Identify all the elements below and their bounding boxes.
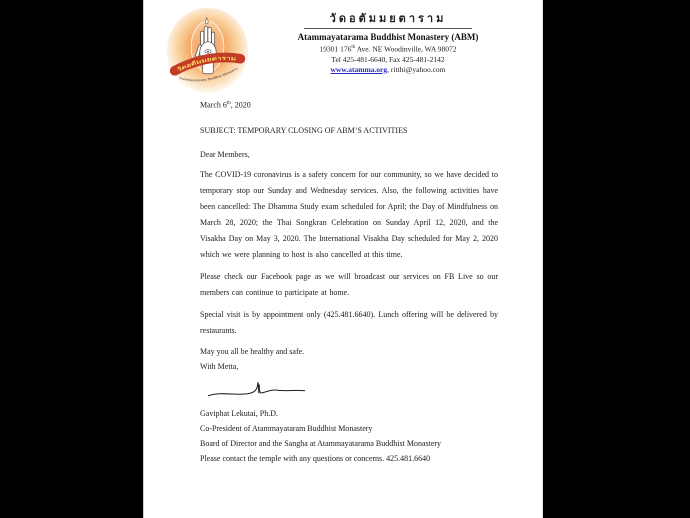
signature-block (200, 406, 498, 466)
website-link[interactable]: www.atamma.org (330, 64, 388, 74)
letterhead (143, 0, 543, 94)
title-divider (304, 28, 472, 29)
contact-links-line (248, 65, 528, 75)
well-wish-line: May you all be healthy and safe. (200, 346, 305, 356)
closing-line: With Metta, (200, 361, 239, 371)
body-paragraph-2: Please check our Facebook page as we will broadcast our services on FB Live so our members can continue to participate at home. (200, 271, 498, 297)
subject-line: SUBJECT: TEMPORARY CLOSING OF ABM’S ACTIVITIES (200, 125, 408, 135)
letter-page (143, 0, 543, 518)
date-line: March 6th, 2020 (200, 100, 251, 110)
body-paragraph-1: The COVID-19 coronavirus is a safety concern for our community, so we have decided to temporary stop our Sunday and Wednesday services. Also, the following activities have been cancelled: The Dhamma Study exam scheduled for April; the Day of Mindfulness on March 28, 2020; the Thai Songkran Celebration on Sunday April 12, 2020, and the Visakha Day on May 3, 2020. The International Visakha Day scheduled for May 2, 2020 which we were planning to host is also cancelled at this time. (200, 169, 498, 259)
logo-ribbon-thai-text: วัดอตัมมยตาราม (176, 55, 235, 74)
signature-image (204, 378, 310, 406)
logo-english-arc-text: Atammayatarama Buddhist Monastery (178, 66, 239, 83)
temple-contact-line: Please contact the temple with any questions or concerns. 425.481.6640 (200, 453, 431, 463)
letterhead-text (248, 13, 528, 75)
body-paragraph-3: Special visit is by appointment only (425.481.6640). Lunch offering will be delivered by restaurants. (200, 309, 498, 335)
signer-title-2: Board of Director and the Sangha at Atammayatarama Buddhist Monastery (200, 438, 442, 448)
monastery-seal-logo (164, 7, 251, 94)
organization-name: Atammayatarama Buddhist Monastery (ABM) (297, 32, 479, 42)
phone-fax-line: Tel 425-481-6640, Fax 425-481-2142 (331, 54, 445, 64)
salutation: Dear Members, (200, 149, 250, 159)
address-line: 19301 176th Ave. NE Woodinville, WA 98072 (319, 44, 457, 54)
thai-title: วัดอตัมมยตาราม (329, 13, 447, 25)
signer-title-1: Co-President of Atammayataram Buddhist Monastery (200, 423, 373, 433)
email-text: , ritthi@yahoo.com (387, 64, 446, 74)
signer-name: Gaviphat Lekutai, Ph.D. (200, 408, 278, 418)
